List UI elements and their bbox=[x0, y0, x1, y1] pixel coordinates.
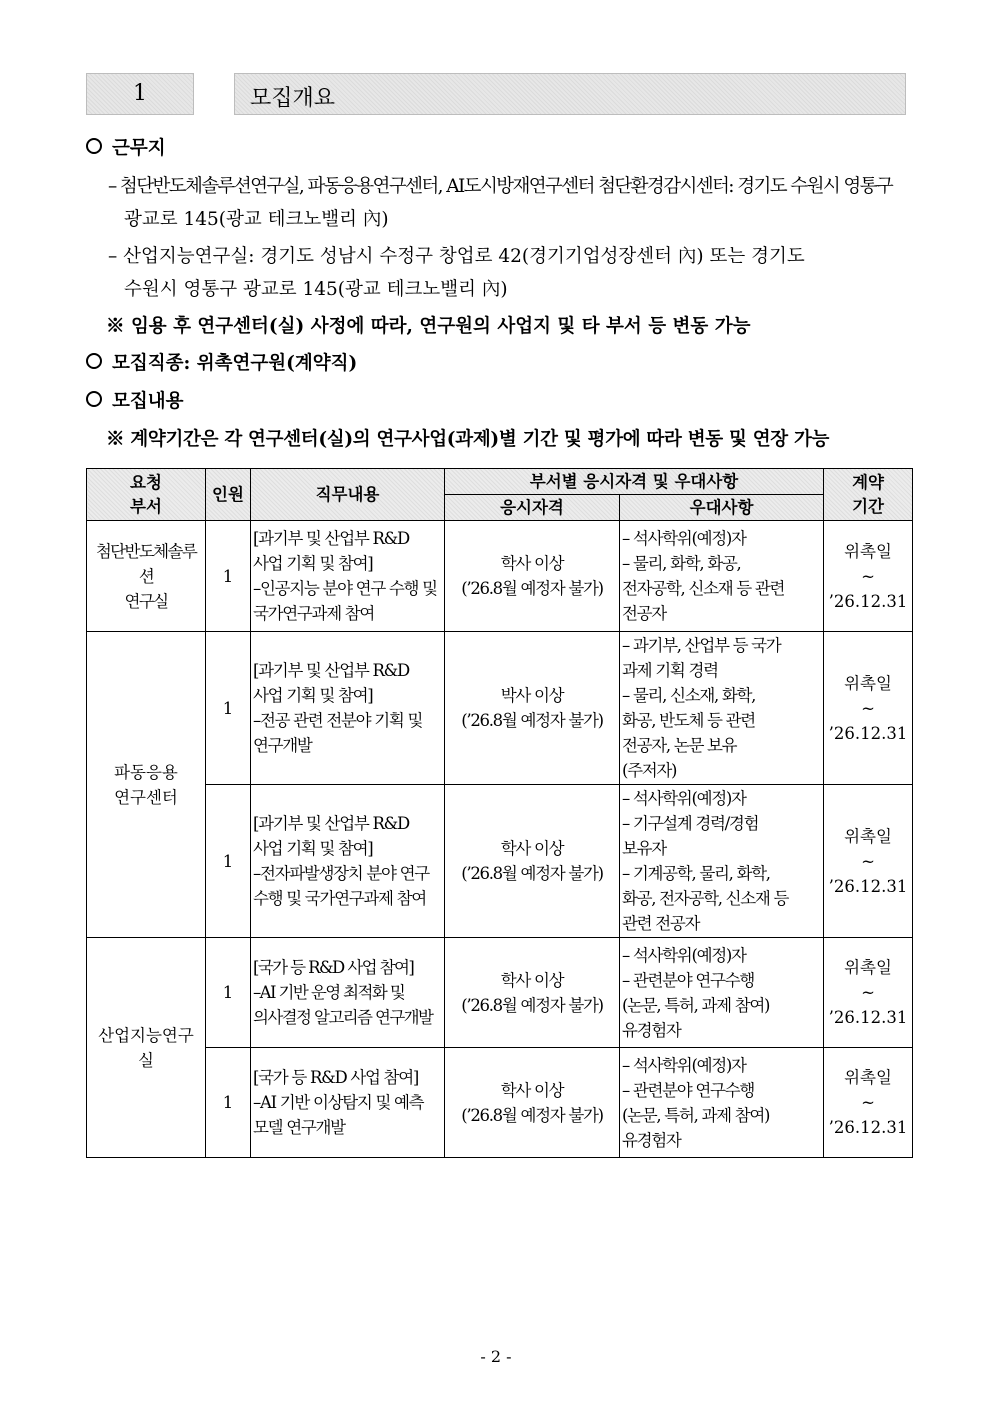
section-number: 1 bbox=[133, 81, 147, 106]
period-cell: 위촉일 ~ ’26.12.31 bbox=[824, 632, 913, 785]
job-type-text: 모집직종: 위촉연구원(계약직) bbox=[112, 353, 358, 374]
duty-cell: [과기부 및 산업부 R&D 사업 기획 및 참여] –전공 관련 전분야 기획 및 연구개발 bbox=[251, 632, 445, 785]
header-qual: 응시자격 bbox=[445, 495, 620, 521]
recruit-table bbox=[86, 468, 913, 1158]
header-qual-group: 부서별 응시자격 및 우대사항 bbox=[445, 469, 824, 495]
workplace-heading-row bbox=[86, 137, 166, 161]
workplace-item2-line2: 수원시 영통구 광교로 145(광교 테크노밸리 內) bbox=[124, 279, 508, 300]
dept-cell: 파동응용 연구센터 bbox=[87, 632, 206, 938]
period-cell: 위촉일 ~ ’26.12.31 bbox=[824, 521, 913, 632]
recruit-heading-row bbox=[86, 390, 183, 414]
qual-cell: 박사 이상 (’26.8월 예정자 불가) bbox=[445, 632, 620, 785]
period-cell: 위촉일 ~ ’26.12.31 bbox=[824, 1048, 913, 1158]
page-number: - 2 - bbox=[480, 1347, 512, 1366]
table-row bbox=[87, 632, 913, 785]
section-title: 모집개요 bbox=[250, 86, 336, 111]
duty-cell: [과기부 및 산업부 R&D 사업 기획 및 참여] –전자파발생장치 분야 연구 수행 및 국가연구과제 참여 bbox=[251, 785, 445, 938]
pref-cell: – 석사학위(예정)자 – 관련분야 연구수행 (논문, 특허, 과제 참여) 유경험자 bbox=[620, 938, 824, 1048]
count-cell: 1 bbox=[206, 521, 251, 632]
header-count: 인원 bbox=[206, 469, 251, 521]
pref-cell: – 석사학위(예정)자 – 물리, 화학, 화공, 전자공학, 신소재 등 관련 전공자 bbox=[620, 521, 824, 632]
header-pref: 우대사항 bbox=[620, 495, 824, 521]
dept-cell: 산업지능연구 실 bbox=[87, 938, 206, 1158]
count-cell: 1 bbox=[206, 632, 251, 785]
circle-bullet-icon bbox=[86, 353, 102, 369]
dept-cell: 첨단반도체솔루션 연구실 bbox=[87, 521, 206, 632]
count-cell: 1 bbox=[206, 1048, 251, 1158]
header-period: 계약 기간 bbox=[824, 469, 913, 521]
count-cell: 1 bbox=[206, 938, 251, 1048]
count-cell: 1 bbox=[206, 785, 251, 938]
workplace-heading: 근무지 bbox=[112, 138, 166, 159]
pref-cell: – 석사학위(예정)자 – 관련분야 연구수행 (논문, 특허, 과제 참여) 유경험자 bbox=[620, 1048, 824, 1158]
duty-cell: [국가 등 R&D 사업 참여] –AI 기반 이상탐지 및 예측 모델 연구개발 bbox=[251, 1048, 445, 1158]
circle-bullet-icon bbox=[86, 138, 102, 154]
workplace-note: ※ 임용 후 연구센터(실) 사정에 따라, 연구원의 사업지 및 타 부서 등 변동 가능 bbox=[106, 316, 751, 337]
circle-bullet-icon bbox=[86, 391, 102, 407]
pref-cell: – 석사학위(예정)자 – 기구설계 경력/경험 보유자 – 기계공학, 물리, 화학, 화공, 전자공학, 신소재 등 관련 전공자 bbox=[620, 785, 824, 938]
table-row bbox=[87, 938, 913, 1048]
qual-cell: 학사 이상 (’26.8월 예정자 불가) bbox=[445, 1048, 620, 1158]
recruit-heading: 모집내용 bbox=[112, 391, 184, 412]
period-cell: 위촉일 ~ ’26.12.31 bbox=[824, 938, 913, 1048]
duty-cell: [과기부 및 산업부 R&D 사업 기획 및 참여] –인공지능 분야 연구 수행 및 국가연구과제 참여 bbox=[251, 521, 445, 632]
recruit-note: ※ 계약기간은 각 연구센터(실)의 연구사업(과제)별 기간 및 평가에 따라 변동 및 연장 가능 bbox=[106, 429, 830, 450]
header-duty: 직무내용 bbox=[251, 469, 445, 521]
duty-cell: [국가 등 R&D 사업 참여] –AI 기반 운영 최적화 및 의사결정 알고리즘 연구개발 bbox=[251, 938, 445, 1048]
section-title-box bbox=[234, 73, 910, 119]
workplace-item1-line2: 광교로 145(광교 테크노밸리 內) bbox=[124, 209, 389, 230]
qual-cell: 학사 이상 (’26.8월 예정자 불가) bbox=[445, 785, 620, 938]
workplace-item2-line1: – 산업지능연구실: 경기도 성남시 수정구 창업로 42(경기기업성장센터 內) 또는 경기도 bbox=[108, 246, 805, 267]
pref-cell: – 과기부, 산업부 등 국가 과제 기획 경력 – 물리, 신소재, 화학, 화공, 반도체 등 관련 전공자, 논문 보유 (주저자) bbox=[620, 632, 824, 785]
header-dept: 요청 부서 bbox=[87, 469, 206, 521]
section-number-box bbox=[86, 73, 198, 119]
qual-cell: 학사 이상 (’26.8월 예정자 불가) bbox=[445, 521, 620, 632]
table-row bbox=[87, 521, 913, 632]
workplace-item1-line1: – 첨단반도체솔루션연구실, 파동응용연구센터, AI도시방재연구센터 첨단환경감시센터: 경기도 수원시 영통구 bbox=[108, 176, 893, 197]
job-type-row bbox=[86, 352, 357, 376]
qual-cell: 학사 이상 (’26.8월 예정자 불가) bbox=[445, 938, 620, 1048]
table-row bbox=[87, 785, 913, 938]
table-row bbox=[87, 1048, 913, 1158]
period-cell: 위촉일 ~ ’26.12.31 bbox=[824, 785, 913, 938]
